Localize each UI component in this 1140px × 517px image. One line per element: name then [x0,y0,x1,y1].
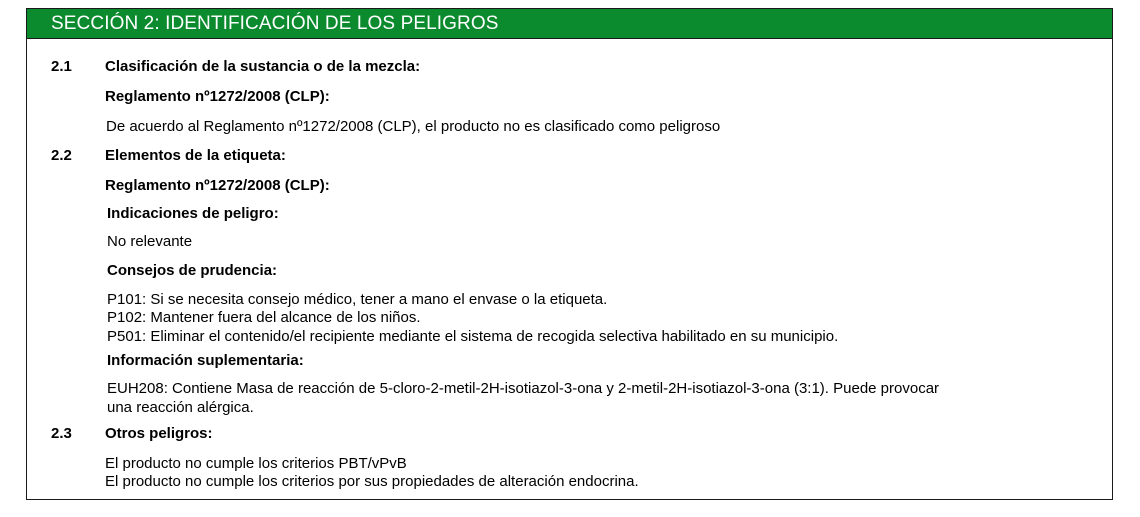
section-number-2-3: 2.3 [51,425,72,442]
supplementary-heading: Información suplementaria: [107,352,304,369]
supplementary-line: EUH208: Contiene Masa de reacción de 5-cloro-2-metil-2H-isotiazol-3-ona y 2-metil-2H-isotiazol-3-ona (3:1). Puede provocar [107,380,940,397]
precaution-line: P101: Si se necesita consejo médico, tener a mano el envase o la etiqueta. [107,291,608,308]
section-number-2-2: 2.2 [51,147,72,164]
heading-label-elements: Elementos de la etiqueta: [105,147,286,164]
heading-other-hazards: Otros peligros: [105,425,213,442]
hazard-statements-heading: Indicaciones de peligro: [107,205,279,222]
other-hazards-line: El producto no cumple los criterios PBT/vPvB [105,455,407,472]
precaution-line: P102: Mantener fuera del alcance de los niños. [107,309,421,326]
heading-classification: Clasificación de la sustancia o de la mezcla: [105,58,421,75]
regulation-heading-2-2: Reglamento nº1272/2008 (CLP): [105,177,330,194]
section-frame [26,8,1113,500]
regulation-heading-2-1: Reglamento nº1272/2008 (CLP): [105,88,330,105]
section-title: SECCIÓN 2: IDENTIFICACIÓN DE LOS PELIGROS [51,13,499,34]
hazard-statements-text: No relevante [107,233,193,250]
supplementary-line: una reacción alérgica. [107,399,254,416]
section-number-2-1: 2.1 [51,58,72,75]
precautionary-heading: Consejos de prudencia: [107,262,278,279]
precaution-line: P501: Eliminar el contenido/el recipiente mediante el sistema de recogida selectiva habilitado en su municipio. [107,328,839,345]
classification-text: De acuerdo al Reglamento nº1272/2008 (CLP), el producto no es clasificado como peligroso [106,118,721,135]
other-hazards-line: El producto no cumple los criterios por sus propiedades de alteración endocrina. [105,473,639,490]
section-header [27,9,1112,39]
